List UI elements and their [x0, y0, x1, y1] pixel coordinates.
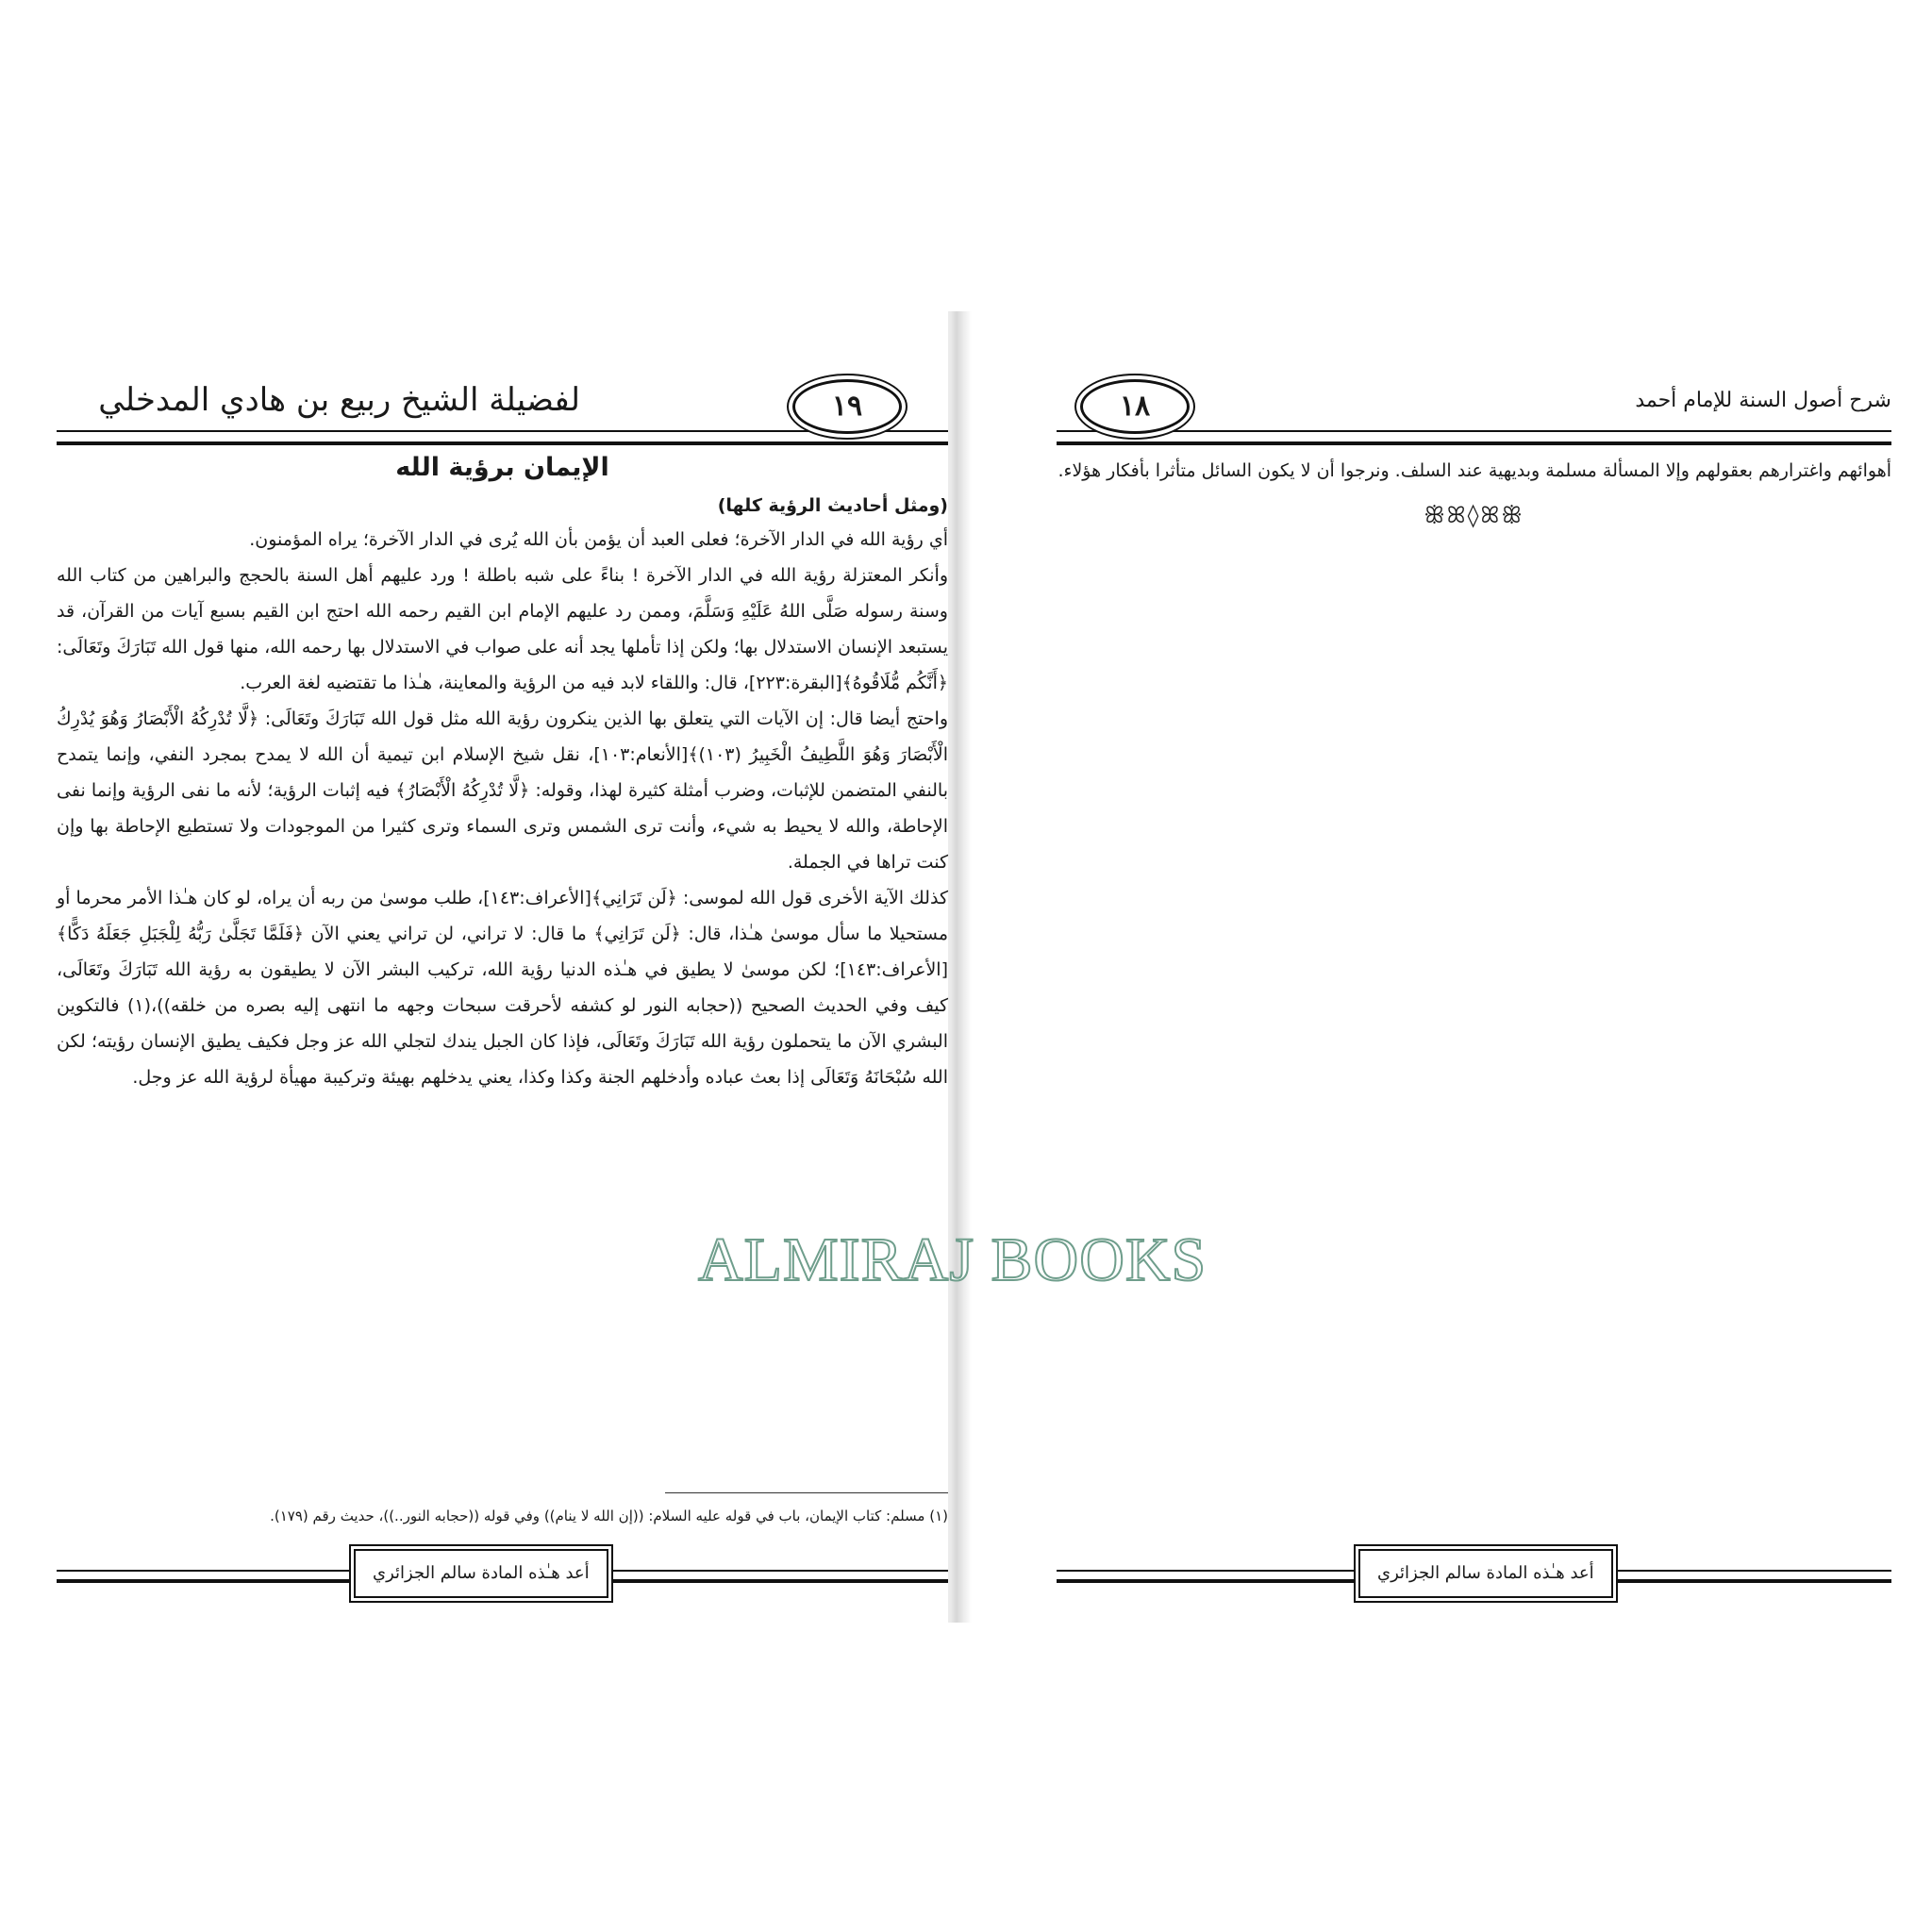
page-header	[1057, 379, 1891, 445]
right-page	[1057, 311, 1891, 1623]
footnote: (١) مسلم: كتاب الإيمان، باب في قوله عليه السلام: ((إن الله لا ينام)) وفي قوله ((حجابه النور..))، حديث رقم (١٧٩).	[270, 1507, 948, 1524]
header-rule	[57, 430, 948, 445]
sub-heading: (ومثل أحاديث الرؤية كلها)	[717, 495, 948, 516]
paragraph: وأنكر المعتزلة رؤية الله في الدار الآخرة ! بناءً على شبه باطلة ! ورد عليهم أهل السنة بالحجج والبراهين من كتاب الله وسنة رسوله صَلَّى اللهُ عَلَيْهِ وَسَلَّمَ، وممن رد عليهم الإمام ابن القيم رحمه الله احتج ابن القيم بسبع آيات من القرآن، قد يستبعد الإنسان الاستدلال بها؛ ولكن إذا تأملها يجد أنه على صواب في الاستدلال بها رحمه الله، منها قول الله تَبَارَكَ وتَعَالَى: ﴿أَنَّكُم مُّلَاقُوهُ﴾[البقرة:٢٢٣]، قال: واللقاء لابد فيه من الرؤية والمعاينة، هـٰذا ما تقتضيه لغة العرب.	[57, 565, 948, 693]
paragraph: واحتج أيضا قال: إن الآيات التي يتعلق بها الذين ينكرون رؤية الله مثل قول الله تَبَارَكَ وتَعَالَى: ﴿لَّا تُدْرِكُهُ الْأَبْصَارُ وَهُوَ يُدْرِكُ الْأَبْصَارَ وَهُوَ اللَّطِيفُ الْخَبِيرُ (١٠٣)﴾[الأنعام:١٠٣]، نقل شيخ الإسلام ابن تيمية أن الله لا يمدح بمجرد النفي، وإنما يتمدح بالنفي المتضمن للإثبات، وضرب أمثلة كثيرة لهذا، وقوله: ﴿لَّا تُدْرِكُهُ الْأَبْصَارُ﴾ فيه إثبات الرؤية؛ لأنه ما نفى الرؤية وإنما نفى الإحاطة، والله لا يحيط به شيء، وأنت ترى الشمس وترى السماء وترى كثيرا من الموجودات ولا تستطيع الإحاطة بها وإن كنت تراها في الجملة.	[57, 708, 948, 873]
paragraph: أهوائهم واغترارهم بعقولهم وإلا المسألة مسلمة وبديهية عند السلف. ونرجوا أن لا يكون السائل متأثرا بأفكار هؤلاء.	[1058, 460, 1891, 481]
page-footer	[57, 1547, 948, 1604]
header-rule	[1057, 430, 1891, 445]
running-title: شرح أصول السنة للإمام أحمد	[1635, 389, 1891, 412]
page-header	[57, 379, 948, 445]
paragraph: أي رؤية الله في الدار الآخرة؛ فعلى العبد أن يؤمن بأن الله يُرى في الدار الآخرة؛ يراه المؤمنون.	[249, 529, 948, 550]
page-body	[57, 453, 948, 1095]
ornament-divider: ꕥꕤ◊ꕤꕥ	[1424, 502, 1524, 528]
running-title: لفضيلة الشيخ ربيع بن هادي المدخلي	[98, 381, 580, 419]
footer-label: أعد هـٰذه المادة سالم الجزائري	[1358, 1549, 1613, 1598]
book-spread	[0, 311, 1932, 1623]
left-page	[57, 311, 948, 1623]
watermark: ALMIRAJ BOOKS	[698, 1225, 1208, 1294]
page-number: ١٩	[792, 379, 902, 434]
page-number: ١٨	[1080, 379, 1190, 434]
page-footer	[1057, 1547, 1891, 1604]
chapter-title: الإيمان برؤية الله	[395, 453, 609, 482]
paragraph: كذلك الآية الأخرى قول الله لموسى: ﴿لَن تَرَانِي﴾[الأعراف:١٤٣]، طلب موسىٰ من ربه أن يراه، لو كان هـٰذا الأمر محرما أو مستحيلا ما سأل موسىٰ هـٰذا، قال: ﴿لَن تَرَانِي﴾ ما قال: لا تراني، لن تراني يعني الآن ﴿فَلَمَّا تَجَلَّىٰ رَبُّهُ لِلْجَبَلِ جَعَلَهُ دَكًّا﴾[الأعراف:١٤٣]؛ لكن موسىٰ لا يطيق في هـٰذه الدنيا رؤية الله، تركيب البشر الآن لا يطيقون به رؤية الله تَبَارَكَ وتَعَالَى، كيف وفي الحديث الصحيح ((حجابه النور لو كشفه لأحرقت سبحات وجهه ما انتهى إليه بصره من خلقه))،(١) فالتكوين البشري الآن ما يتحملون رؤية الله تَبَارَكَ وتَعَالَى، فإذا كان الجبل يندك لتجلي الله عز وجل فكيف يطيق الإنسان رؤيته؛ لكن الله سُبْحَانَهُ وَتَعَالَى إذا بعث عباده وأدخلهم الجنة وكذا وكذا، يعني يدخلهم بهيئة وتركيبة مهيأة لرؤية الله عز وجل.	[57, 888, 948, 1088]
footer-label: أعد هـٰذه المادة سالم الجزائري	[354, 1549, 608, 1598]
page-body	[1057, 453, 1891, 528]
footnote-rule	[665, 1492, 948, 1493]
